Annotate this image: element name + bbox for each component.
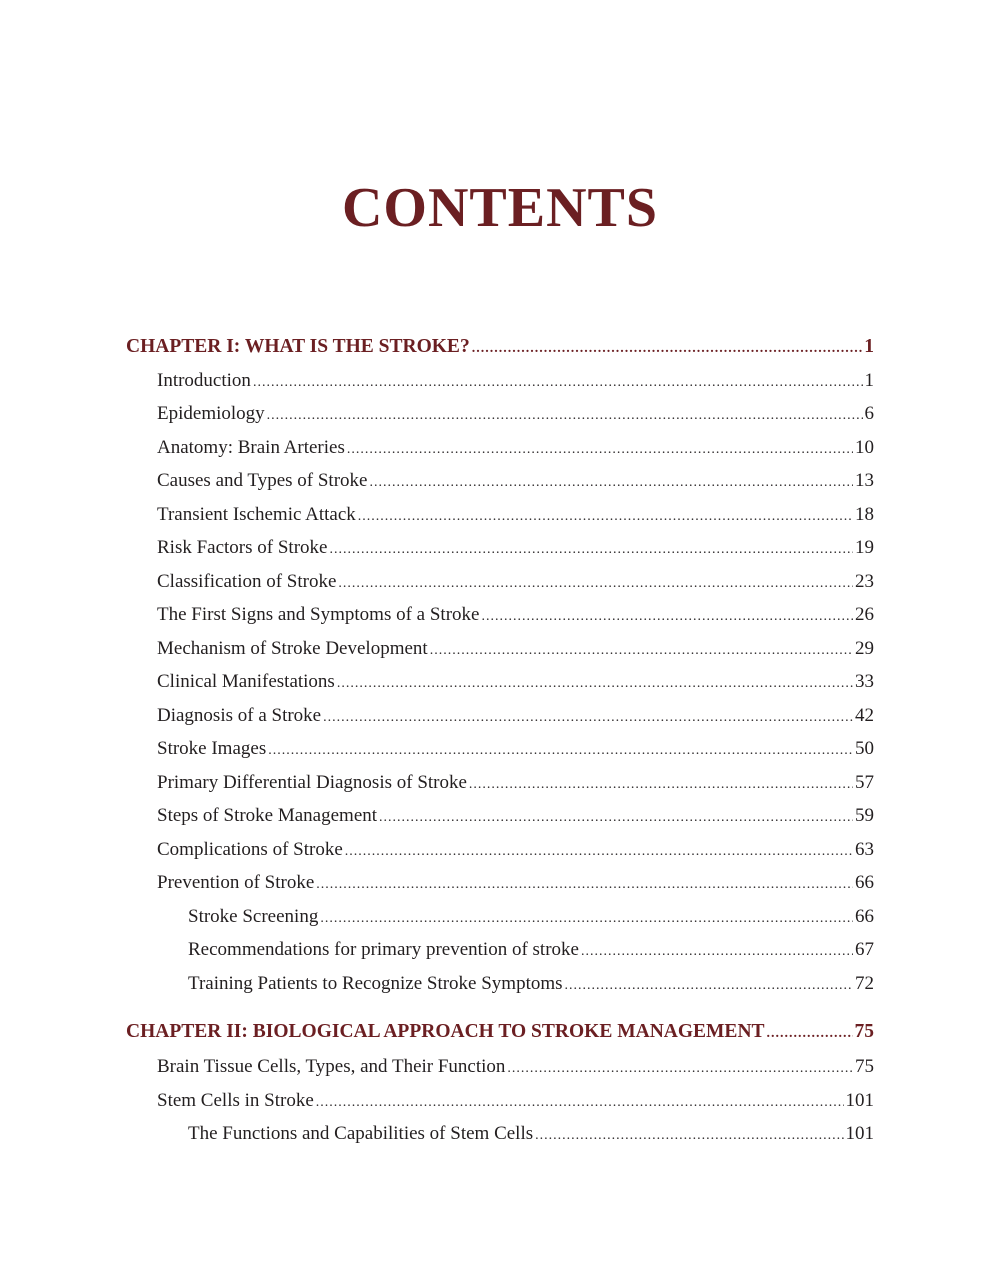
toc-subsection-entry[interactable]: [126, 933, 874, 967]
toc-section-entry[interactable]: [126, 699, 874, 733]
toc-section-entry[interactable]: [126, 364, 874, 398]
dot-leader: [320, 902, 853, 936]
dot-leader: [379, 801, 853, 835]
toc-section-entry[interactable]: [126, 866, 874, 900]
entry-title: Stem Cells in Stroke: [157, 1089, 314, 1111]
toc-section-entry[interactable]: [126, 732, 874, 766]
dot-leader: [253, 366, 863, 400]
entry-title: Causes and Types of Stroke: [157, 470, 368, 491]
entry-title: Anatomy: Brain Arteries: [157, 436, 345, 458]
entry-title: The Functions and Capabilities of Stem Cells: [188, 1123, 534, 1144]
toc-section-entry[interactable]: [126, 632, 874, 666]
page-number: 75: [854, 1021, 874, 1042]
page-number: 50: [855, 738, 874, 759]
dot-leader: [565, 969, 853, 1003]
entry-title: Diagnosis of a Stroke: [157, 704, 322, 726]
dot-leader: [323, 701, 853, 735]
dot-leader: [767, 1016, 853, 1052]
toc-section-entry[interactable]: [126, 565, 874, 599]
entry-title: Recommendations for primary prevention of stroke: [188, 939, 579, 960]
entry-title: Complications of Stroke: [157, 838, 343, 860]
toc-section-entry[interactable]: [126, 799, 874, 833]
toc-section-entry[interactable]: [126, 766, 874, 800]
dot-leader: [268, 734, 853, 768]
page-number: 29: [855, 637, 874, 659]
toc-subsection-entry[interactable]: [126, 967, 874, 1001]
page-number: 10: [855, 436, 874, 458]
page-title: CONTENTS: [341, 177, 659, 239]
page-number: 19: [855, 537, 874, 558]
toc-section-entry[interactable]: [126, 431, 874, 465]
chapter-title: CHAPTER I: WHAT IS THE STROKE?: [126, 336, 470, 357]
entry-title: Introduction: [157, 369, 251, 391]
page-number: 23: [855, 570, 874, 592]
toc-section-entry[interactable]: [126, 397, 874, 431]
entry-title: Prevention of Stroke: [157, 872, 315, 893]
page-number: 33: [855, 671, 874, 692]
dot-leader: [316, 868, 853, 902]
entry-title: Transient Ischemic Attack: [157, 503, 356, 525]
toc-chapter-entry[interactable]: [126, 1014, 874, 1050]
dot-leader: [338, 567, 853, 601]
dot-leader: [329, 533, 853, 567]
entry-title: Clinical Manifestations: [157, 671, 335, 692]
chapter-title: CHAPTER II: BIOLOGICAL APPROACH TO STROKE MANAGEMENT: [126, 1021, 765, 1042]
page-number: 6: [864, 403, 874, 424]
dot-leader: [430, 634, 853, 668]
page-number: 72: [855, 972, 874, 994]
toc-section-entry[interactable]: [126, 598, 874, 632]
dot-leader: [507, 1052, 853, 1086]
page-number: 13: [855, 470, 874, 491]
dot-leader: [581, 935, 853, 969]
dot-leader: [469, 768, 853, 802]
page-number: 66: [855, 872, 874, 893]
page-number: 63: [855, 838, 874, 860]
dot-leader: [369, 466, 853, 500]
entry-title: Mechanism of Stroke Development: [157, 637, 428, 659]
entry-title: Stroke Images: [157, 738, 267, 759]
page-number: 101: [845, 1089, 874, 1111]
dot-leader: [358, 500, 853, 534]
dot-leader: [267, 399, 863, 433]
dot-leader: [337, 667, 853, 701]
toc-subsection-entry[interactable]: [126, 1117, 874, 1151]
dot-leader: [535, 1119, 843, 1153]
entry-title: Steps of Stroke Management: [157, 805, 378, 826]
page-number: 75: [855, 1056, 874, 1077]
page-number: 26: [855, 604, 874, 625]
page-number: 66: [855, 905, 874, 927]
page-number: 42: [855, 704, 874, 726]
entry-title: Brain Tissue Cells, Types, and Their Function: [157, 1056, 506, 1077]
page-number: 18: [855, 503, 874, 525]
page-number: 67: [855, 939, 874, 960]
toc-section-entry[interactable]: [126, 833, 874, 867]
entry-title: Training Patients to Recognize Stroke Symptoms: [188, 972, 563, 994]
dot-leader: [481, 600, 853, 634]
toc-section-entry[interactable]: [126, 1050, 874, 1084]
table-of-contents: [126, 330, 874, 1151]
toc-section-entry[interactable]: [126, 1084, 874, 1118]
entry-title: Risk Factors of Stroke: [157, 537, 328, 558]
toc-chapter-entry[interactable]: [126, 330, 874, 364]
dot-leader: [347, 433, 853, 467]
toc-section-entry[interactable]: [126, 531, 874, 565]
page-number: 1: [864, 369, 874, 391]
entry-title: Stroke Screening: [188, 905, 319, 927]
dot-leader: [316, 1086, 844, 1120]
page-number: 1: [864, 336, 874, 357]
page-number: 59: [855, 805, 874, 826]
entry-title: Primary Differential Diagnosis of Stroke: [157, 771, 467, 793]
entry-title: The First Signs and Symptoms of a Stroke: [157, 604, 480, 625]
toc-section-entry[interactable]: [126, 498, 874, 532]
page-number: 57: [855, 771, 874, 793]
dot-leader: [345, 835, 853, 869]
entry-title: Classification of Stroke: [157, 570, 337, 592]
page-number: 101: [845, 1123, 874, 1144]
toc-section-entry[interactable]: [126, 665, 874, 699]
dot-leader: [472, 332, 863, 366]
toc-subsection-entry[interactable]: [126, 900, 874, 934]
entry-title: Epidemiology: [157, 403, 265, 424]
toc-section-entry[interactable]: [126, 464, 874, 498]
